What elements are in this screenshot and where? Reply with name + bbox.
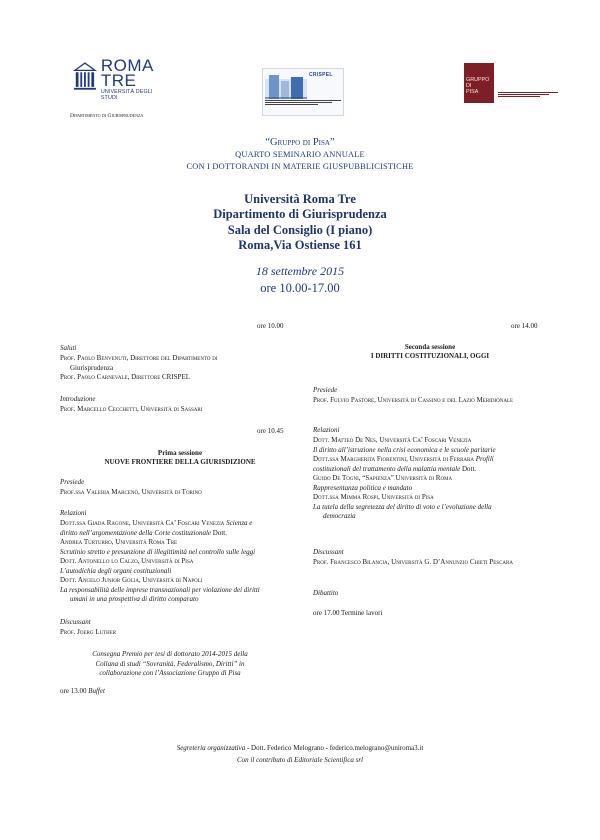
roma-tre-logo-text-2: TRE (100, 71, 137, 90)
presiede-speaker-right: Prof. Fulvio Pastore, Università di Cassino e del Lazio Meridionale (313, 396, 514, 404)
introduzione-title: Introduzione (60, 395, 96, 403)
rel-r4-title: La tutela della segretezza del diritto di voto e l’evoluzione della (313, 502, 492, 511)
roma-tre-logo (70, 56, 165, 119)
rel-4-title: La responsabilità delle imprese transnazionali per violazione dei diritti (60, 585, 260, 594)
relazioni-list-right (313, 436, 538, 522)
presiede-title-left: Presiede (60, 478, 85, 486)
discussant-speaker-left: Prof. Joerg Luther (60, 628, 117, 636)
segreteria-label: Segreteria organizzativa (176, 744, 246, 752)
rel-4-title-cont: umani in una prospettiva di diritto comparato (70, 595, 199, 603)
premio-line-3: collaborazione con l’Associazione Gruppo di Pisa (99, 669, 241, 677)
discussant-title-right: Discussant (313, 548, 344, 556)
rel-1-speaker: Dott.ssa Giada Ragone, Università Ca’ Foscari Venezia (60, 519, 225, 527)
time-1045: ore 10.45 (257, 427, 284, 435)
pisa-side-text (498, 91, 558, 98)
time-1300: ore 13.00 (60, 687, 87, 695)
saluti-list (60, 354, 280, 383)
presiede-speaker-left: Prof.ssa Valeria Marcenò, Università di Torino (60, 488, 202, 496)
presiede-title-right: Presiede (313, 386, 338, 394)
session-2-title: I DIRITTI COSTITUZIONALI, OGGI (370, 352, 490, 360)
venue-block (100, 192, 500, 253)
discussant-speaker-right: Prof. Francesco Bilancia, Università G. D’Annunzio Chieti Pescara (313, 558, 513, 566)
buffet-label: Buffet (88, 687, 105, 695)
department-label: Dipartimento di Giurisprudenza (70, 113, 144, 119)
pisa-logo-line-2: DI (466, 83, 472, 89)
crispel-logo (262, 68, 344, 116)
rel-r3-title: Rappresentanza politica e mandato (313, 483, 413, 492)
crispel-building-icon (265, 71, 307, 99)
saluti-title: Saluti (60, 344, 77, 352)
discussant-title-left: Discussant (60, 618, 91, 626)
roma-tre-emblem-icon (73, 58, 97, 92)
introduzione-speaker: Prof. Marcello Cecchetti, Università di Sassari (60, 405, 203, 413)
group-name: “Gruppo di Pisa” (265, 137, 335, 148)
rel-r4-speaker: Dott.ssa Mimma Rospi, Università di Pisa (313, 493, 434, 501)
roma-tre-logo-text-1: ROMA (100, 56, 154, 75)
termine-lavori: ore 17.00 Termine lavori (313, 609, 383, 617)
header-doctoral: CON I DOTTORANDI IN MATERIE GIUSPUBBLICISTICHE (186, 162, 414, 171)
venue-university: Università Roma Tre (244, 192, 356, 206)
saluti-speaker-1: Prof. Paolo Benvenuti, Direttore del Dipartimento di (60, 354, 218, 362)
premio-line-1: Consegna Premio per tesi di dottorato 2014-2015 della (92, 650, 248, 658)
segreteria-contact: - Dott. Federico Melograno - federico.melograno@uniroma3.it (245, 744, 424, 752)
dibattito-title: Dibattito (313, 589, 339, 597)
footer-segreteria (60, 744, 540, 754)
rel-3-speaker: Dott. Antonello lo Calzo, Università di Pisa (60, 557, 194, 565)
saluti-speaker-2: Prof. Paolo Carnevale, Direttore CRISPEL (60, 373, 190, 381)
crispel-logo-text: CRISPEL (309, 72, 333, 78)
rel-3-title: L’autodichia degli organi costituzionali (60, 566, 172, 575)
rel-r3-speaker: Guido De Togni, “Sapienza” Università di Roma (313, 474, 453, 482)
rel-r1-title: Il diritto all’istruzione nella crisi economica e le scuole paritarie (313, 445, 496, 454)
rel-1-title-end: diritto nell’argomentazione della Corte costituzionale (60, 528, 212, 537)
pisa-logo-line-1: GRUPPO (466, 77, 490, 83)
time-1400: ore 14.00 (511, 322, 538, 330)
rel-r2-speaker: Dott.ssa Margherita Fiorentini, Università di Ferrara (313, 455, 474, 463)
premio-block (60, 650, 280, 679)
rel-2-prefix: Dott. (211, 528, 227, 537)
rel-r2-title-start: Profili (473, 455, 494, 463)
roma-tre-university-text: UNIVERSITÀ DEGLI STUDI (100, 89, 153, 101)
footer-contributo: Con il contributo di Editoriale Scientifica srl (237, 756, 363, 764)
time-1000: ore 10.00 (257, 322, 284, 330)
session-1-title: NUOVE FRONTIERE DELLA GIURISDIZIONE (104, 458, 256, 466)
event-hours: ore 10.00-17.00 (260, 281, 340, 295)
header-group-title (100, 137, 500, 148)
venue-address: Roma,Via Ostiense 161 (238, 237, 362, 252)
gruppo-di-pisa-logo-text (466, 77, 489, 95)
rel-1-title-start: Scienza e (224, 519, 253, 527)
premio-line-2: Collana di studi “Sovranità, Federalismo, Diritti” in (95, 659, 245, 668)
buffet-line (60, 687, 105, 697)
event-date: 18 settembre 2015 (255, 264, 345, 278)
rel-r4-title-cont: democrazia (323, 512, 356, 520)
crispel-subtitle-lines (265, 99, 341, 106)
venue-department: Dipartimento di Giurisprudenza (213, 207, 387, 222)
rel-r2-title-end: costituzionali del trattamento della malattia mentale (313, 464, 461, 473)
rel-4-speaker: Dott. Angelo Junior Golia, Università di Napoli (60, 576, 203, 584)
gruppo-di-pisa-logo (464, 63, 494, 103)
rel-2-speaker: Andrea Turturro, Università Roma Tre (60, 538, 178, 546)
pisa-logo-line-3: PISA (466, 89, 479, 95)
relazioni-title-left: Relazioni (60, 509, 87, 517)
rel-r1-speaker: Dott. Matteo De Nes, Università Ca’ Foscari Venezia (313, 436, 472, 444)
saluti-speaker-1-cont: Giurisprudenza (70, 363, 114, 372)
session-2-label: Seconda sessione (404, 343, 456, 351)
session-1-label: Prima sessione (157, 449, 203, 457)
rel-r3-prefix: Dott. (460, 464, 477, 473)
relazioni-list-left (60, 519, 285, 605)
relazioni-title-right: Relazioni (313, 426, 340, 434)
venue-room: Sala del Consiglio (I piano) (227, 222, 373, 237)
header-seminar: QUARTO SEMINARIO ANNUALE (235, 150, 365, 159)
rel-2-title: Scrutinio stretto e presunzione di illegittimità nel controllo sulle leggi (60, 547, 256, 556)
